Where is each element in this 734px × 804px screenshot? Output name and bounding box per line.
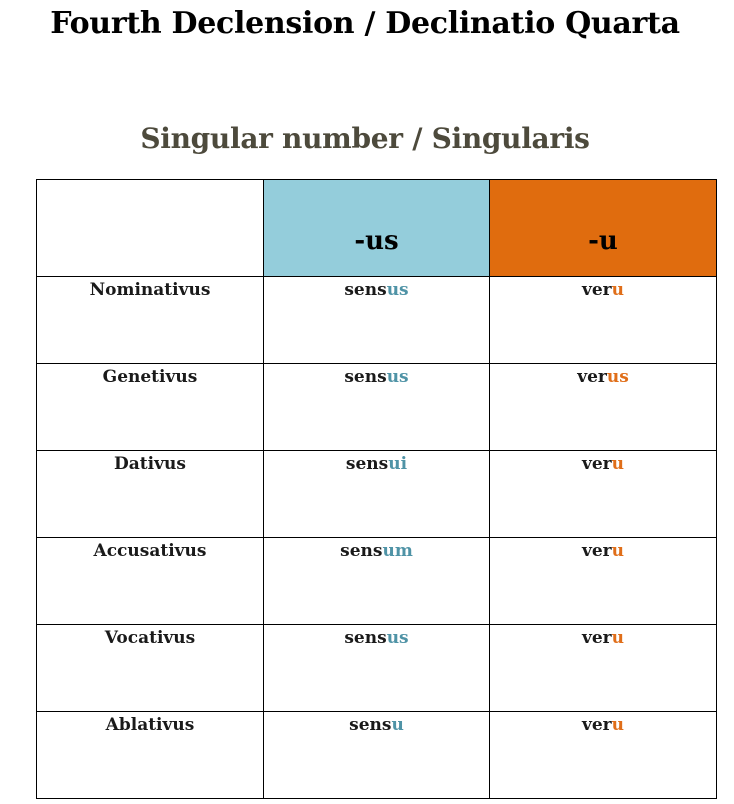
u-ending: u <box>611 715 625 735</box>
us-form <box>264 712 489 736</box>
u-stem: ver <box>581 628 612 648</box>
case-label: Accusativus <box>93 541 207 561</box>
u-form <box>490 451 716 475</box>
case-cell <box>37 538 264 625</box>
us-ending: ui <box>388 454 408 474</box>
us-ending: um <box>382 541 413 561</box>
case-cell <box>37 625 264 712</box>
us-form-cell <box>264 712 490 799</box>
table-row <box>37 625 717 712</box>
us-form-cell <box>264 451 490 538</box>
case-label: Genetivus <box>102 367 198 387</box>
u-stem: ver <box>577 367 607 387</box>
header-corner-cell <box>37 180 264 277</box>
header-us-cell: -us <box>264 180 490 277</box>
us-stem: sens <box>344 280 387 300</box>
us-ending: u <box>391 715 404 735</box>
us-form <box>264 364 489 388</box>
us-stem: sens <box>344 367 387 387</box>
us-form <box>264 277 489 301</box>
section-title: Singular number / Singularis <box>140 122 590 155</box>
us-form <box>264 538 489 562</box>
u-form <box>490 625 716 649</box>
us-form-cell <box>264 364 490 451</box>
table-row <box>37 451 717 538</box>
case-cell <box>37 451 264 538</box>
u-form-cell <box>490 451 717 538</box>
u-ending: u <box>611 628 625 648</box>
u-ending: us <box>606 367 629 387</box>
u-stem: ver <box>581 715 612 735</box>
u-form <box>490 538 716 562</box>
u-form-cell <box>490 364 717 451</box>
table-row <box>37 538 717 625</box>
u-form <box>490 277 716 301</box>
us-form-cell <box>264 625 490 712</box>
table-row <box>37 277 717 364</box>
us-form-cell <box>264 277 490 364</box>
case-label: Dativus <box>114 454 186 474</box>
table-header-row <box>37 180 717 277</box>
u-form <box>490 364 716 388</box>
us-stem: sens <box>340 541 383 561</box>
table-row <box>37 364 717 451</box>
u-form-cell <box>490 538 717 625</box>
u-form-cell <box>490 277 717 364</box>
table-row <box>37 712 717 799</box>
u-stem: ver <box>581 280 612 300</box>
us-ending: us <box>386 280 409 300</box>
declension-table <box>36 179 717 799</box>
u-form <box>490 712 716 736</box>
case-label: Vocativus <box>104 628 196 648</box>
case-label: Ablativus <box>105 715 195 735</box>
page-title: Fourth Declension / Declinatio Quarta <box>50 6 680 41</box>
u-stem: ver <box>581 454 612 474</box>
u-form-cell <box>490 625 717 712</box>
us-ending: us <box>386 367 409 387</box>
us-ending: us <box>386 628 409 648</box>
us-stem: sens <box>344 628 387 648</box>
u-ending: u <box>611 454 625 474</box>
case-label: Nominativus <box>89 280 211 300</box>
case-cell <box>37 364 264 451</box>
us-form <box>264 451 489 475</box>
u-ending: u <box>611 280 625 300</box>
us-stem: sens <box>345 454 389 474</box>
case-cell <box>37 712 264 799</box>
us-stem: sens <box>349 715 392 735</box>
us-form-cell <box>264 538 490 625</box>
header-u-cell: -u <box>490 180 717 277</box>
u-ending: u <box>611 541 625 561</box>
u-form-cell <box>490 712 717 799</box>
us-form <box>264 625 489 649</box>
u-stem: ver <box>581 541 612 561</box>
case-cell <box>37 277 264 364</box>
